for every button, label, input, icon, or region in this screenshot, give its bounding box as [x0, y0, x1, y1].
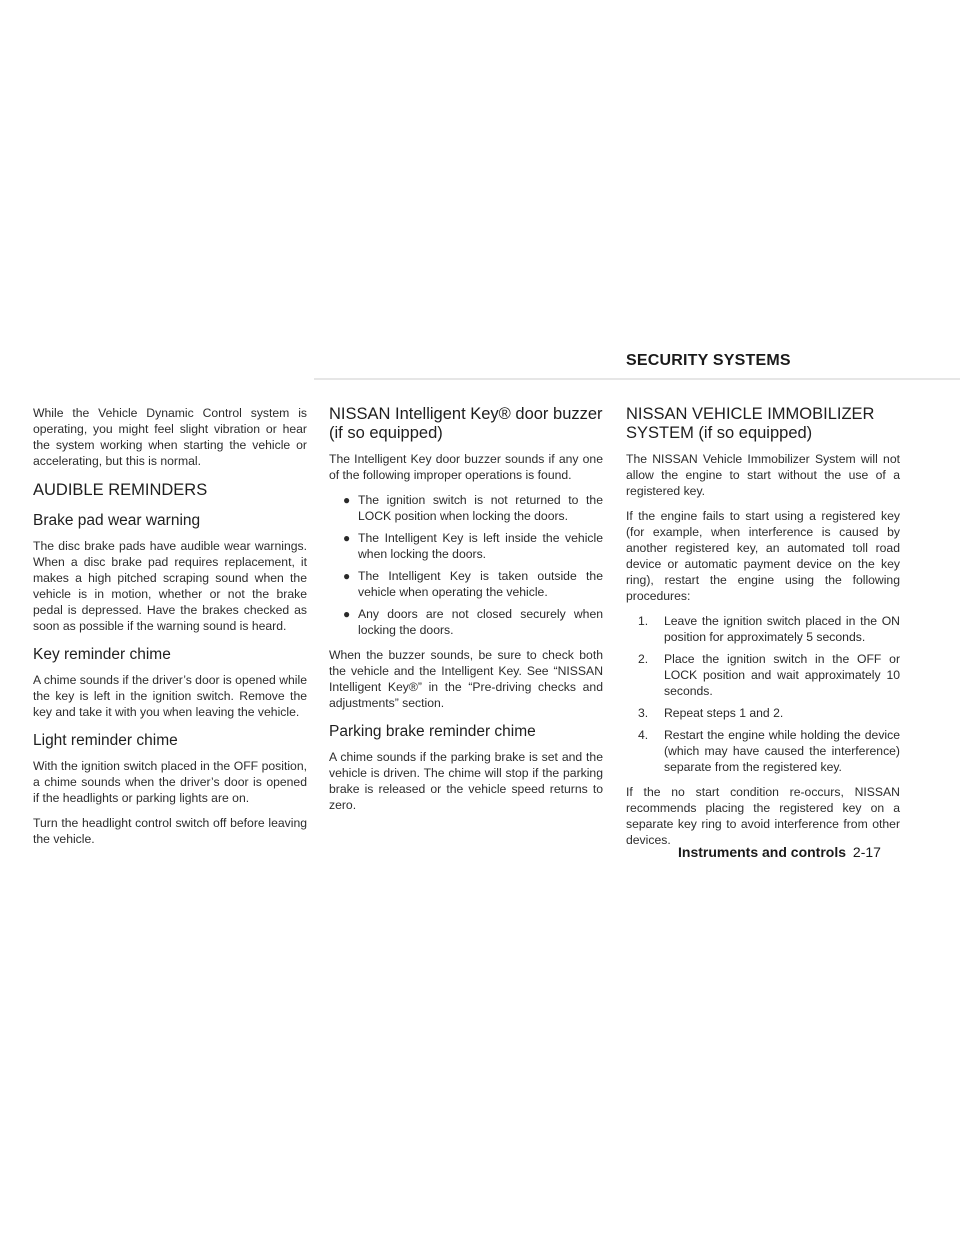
- parking-brake-heading: Parking brake reminder chime: [329, 723, 536, 740]
- list-item: [626, 705, 900, 721]
- parking-brake-paragraph: A chime sounds if the parking brake is set and the vehicle is driven. The chime will stop if the parking brake is released or the vehicle speed returns to zero.: [329, 750, 603, 812]
- step-text: Place the ignition switch in the OFF or LOCK position and wait approximately 10 seconds.: [664, 652, 900, 698]
- immobilizer-paragraph-2: If the engine fails to start using a registered key (for example, when interference is caused by another registered key, an automated toll road device or automatic payment device on the key ring), restart the engine using the following procedures:: [626, 509, 900, 603]
- key-reminder-paragraph: A chime sounds if the driver’s door is opened while the key is left in the ignition switch. Remove the key and take it with you when leaving the vehicle.: [33, 673, 307, 719]
- bullet-icon: ●: [343, 493, 351, 507]
- door-buzzer-heading: NISSAN Intelligent Key® door buzzer (if so equipped): [329, 405, 603, 442]
- step-text: Restart the engine while holding the device (which may have caused the interference) separate from the registered key.: [664, 728, 900, 774]
- list-item-text: The Intelligent Key is left inside the vehicle when locking the doors.: [358, 531, 603, 561]
- brake-pad-paragraph: The disc brake pads have audible wear warnings. When a disc brake pad requires replacement, it makes a high pitched scraping sound when the vehicle is in motion, whether or not the brake pedal is depressed. Have the brakes checked as soon as possible if the warning sound is heard.: [33, 539, 307, 633]
- section-divider: [314, 378, 960, 380]
- bullet-icon: ●: [343, 531, 351, 545]
- door-buzzer-note: When the buzzer sounds, be sure to check both the vehicle and the Intelligent Key. See “NISSAN Intelligent Key®” in the “Pre-driving checks and adjustments” section.: [329, 648, 603, 710]
- page-number: 2-17: [852, 844, 881, 860]
- page-footer: [678, 844, 881, 860]
- bullet-icon: ●: [343, 607, 351, 621]
- bullet-icon: ●: [343, 569, 351, 583]
- light-reminder-heading: Light reminder chime: [33, 732, 178, 749]
- step-number: 4.: [638, 728, 649, 742]
- restart-steps-list: [626, 613, 900, 775]
- chapter-title: Instruments and controls: [678, 844, 847, 860]
- column-right: [626, 405, 900, 857]
- step-number: 3.: [638, 706, 649, 720]
- list-item: [626, 727, 900, 775]
- list-item-text: The ignition switch is not returned to the LOCK position when locking the doors.: [358, 493, 603, 523]
- light-reminder-paragraph: With the ignition switch placed in the OFF position, a chime sounds when the driver’s door is opened if the headlights or parking lights are on.: [33, 759, 307, 805]
- immobilizer-heading: NISSAN VEHICLE IMMOBILIZER SYSTEM (if so equipped): [626, 405, 875, 442]
- column-middle: [329, 405, 603, 822]
- list-item: [329, 568, 603, 600]
- improper-operations-list: [329, 492, 603, 638]
- list-item: [329, 492, 603, 524]
- light-reminder-paragraph-2: Turn the headlight control switch off before leaving the vehicle.: [33, 816, 307, 846]
- immobilizer-paragraph-3: If the no start condition re-occurs, NISSAN recommends placing the registered key on a separate key ring to avoid interference from other devices.: [626, 785, 900, 847]
- section-title: SECURITY SYSTEMS: [626, 352, 791, 369]
- immobilizer-paragraph-1: The NISSAN Vehicle Immobilizer System will not allow the engine to start without the use of a registered key.: [626, 452, 900, 498]
- list-item: [626, 651, 900, 699]
- brake-pad-heading: Brake pad wear warning: [33, 512, 201, 529]
- list-item: [626, 613, 900, 645]
- step-number: 1.: [638, 614, 649, 628]
- door-buzzer-intro: The Intelligent Key door buzzer sounds if any one of the following improper operations is found.: [329, 452, 603, 482]
- step-text: Leave the ignition switch placed in the ON position for approximately 5 seconds.: [664, 614, 900, 644]
- list-item: [329, 606, 603, 638]
- audible-reminders-heading: AUDIBLE REMINDERS: [33, 481, 208, 499]
- list-item-text: The Intelligent Key is taken outside the vehicle when operating the vehicle.: [358, 569, 603, 599]
- step-number: 2.: [638, 652, 649, 666]
- key-reminder-heading: Key reminder chime: [33, 646, 171, 663]
- step-text: Repeat steps 1 and 2.: [664, 706, 784, 720]
- list-item-text: Any doors are not closed securely when locking the doors.: [358, 607, 603, 637]
- list-item: [329, 530, 603, 562]
- column-left: [33, 405, 307, 856]
- intro-paragraph: While the Vehicle Dynamic Control system is operating, you might feel slight vibration or hear the system working when starting the vehicle or accelerating, but this is normal.: [33, 406, 307, 468]
